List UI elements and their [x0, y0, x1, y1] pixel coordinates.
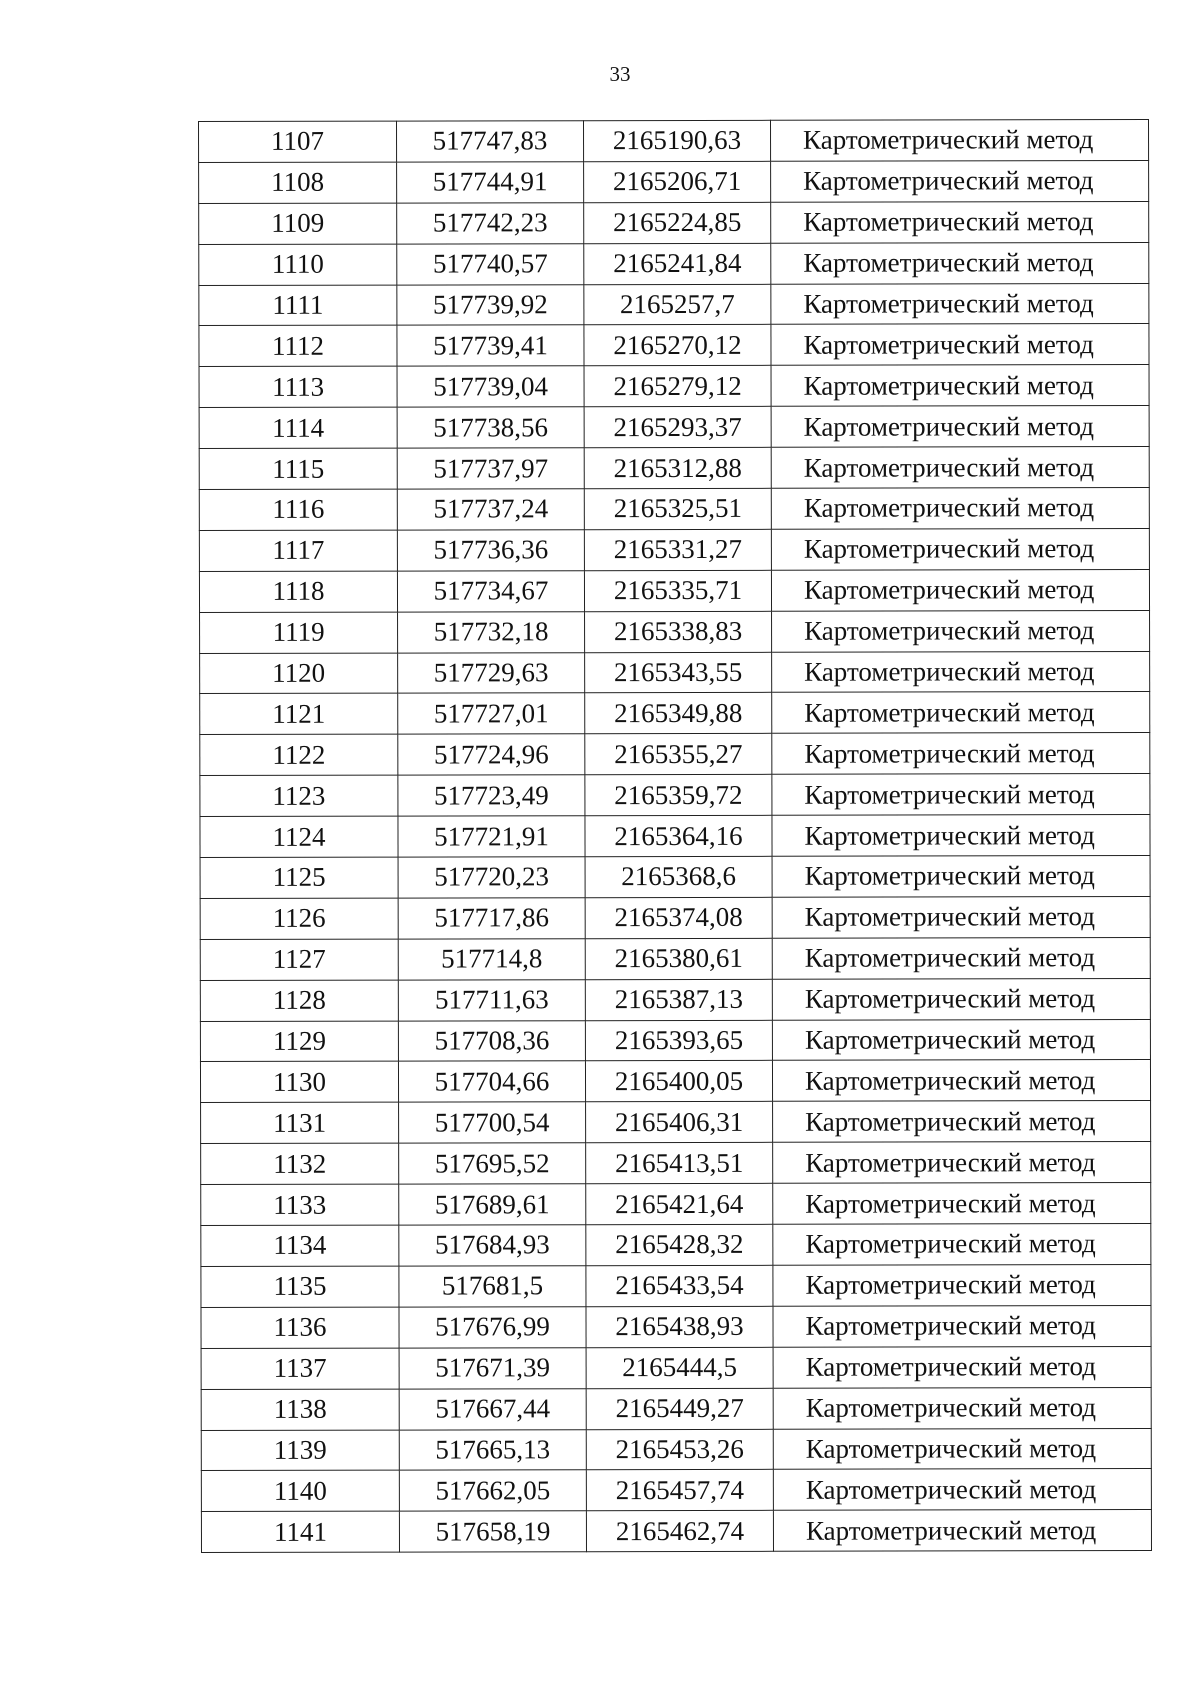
y-coordinate-cell: 2165335,71: [584, 570, 771, 611]
method-cell: Картометрический метод: [771, 488, 1149, 530]
y-coordinate-cell: 2165338,83: [585, 611, 772, 652]
x-coordinate-cell: 517737,24: [397, 489, 584, 530]
x-coordinate-cell: 517723,49: [398, 775, 585, 816]
coordinates-table: [198, 119, 1152, 1553]
point-number-cell: 1111: [199, 285, 397, 326]
y-coordinate-cell: 2165387,13: [585, 979, 772, 1020]
x-coordinate-cell: 517727,01: [398, 693, 585, 734]
point-number-cell: 1115: [199, 448, 397, 489]
point-number-cell: 1122: [200, 734, 398, 775]
y-coordinate-cell: 2165444,5: [586, 1347, 773, 1388]
y-coordinate-cell: 2165270,12: [584, 325, 771, 366]
x-coordinate-cell: 517729,63: [398, 652, 585, 693]
point-number-cell: 1117: [199, 530, 397, 571]
table-row: [201, 1101, 1151, 1144]
point-number-cell: 1136: [201, 1307, 399, 1348]
point-number-cell: 1125: [200, 857, 398, 898]
method-cell: Картометрический метод: [771, 201, 1149, 243]
x-coordinate-cell: 517711,63: [398, 979, 585, 1020]
y-coordinate-cell: 2165462,74: [586, 1511, 773, 1552]
y-coordinate-cell: 2165421,64: [586, 1183, 773, 1224]
y-coordinate-cell: 2165374,08: [585, 897, 772, 938]
x-coordinate-cell: 517734,67: [397, 570, 584, 611]
x-coordinate-cell: 517732,18: [398, 611, 585, 652]
x-coordinate-cell: 517736,36: [397, 530, 584, 571]
x-coordinate-cell: 517658,19: [399, 1511, 586, 1552]
method-cell: Картометрический метод: [773, 1264, 1151, 1306]
y-coordinate-cell: 2165413,51: [586, 1143, 773, 1184]
x-coordinate-cell: 517700,54: [399, 1102, 586, 1143]
y-coordinate-cell: 2165400,05: [585, 1061, 772, 1102]
method-cell: Картометрический метод: [772, 896, 1150, 938]
y-coordinate-cell: 2165325,51: [584, 488, 771, 529]
table-row: [199, 406, 1149, 449]
x-coordinate-cell: 517738,56: [397, 407, 584, 448]
x-coordinate-cell: 517739,92: [397, 284, 584, 325]
table-row: [200, 1060, 1150, 1103]
method-cell: Картометрический метод: [773, 1510, 1151, 1552]
y-coordinate-cell: 2165449,27: [586, 1388, 773, 1429]
point-number-cell: 1124: [200, 816, 398, 857]
table-row: [199, 242, 1149, 285]
point-number-cell: 1113: [199, 366, 397, 407]
method-cell: Картометрический метод: [771, 569, 1149, 611]
method-cell: Картометрический метод: [772, 774, 1150, 816]
table-row: [199, 160, 1149, 203]
table-row: [199, 283, 1149, 326]
x-coordinate-cell: 517667,44: [399, 1388, 586, 1429]
method-cell: Картометрический метод: [772, 733, 1150, 775]
table-row: [201, 1142, 1151, 1185]
method-cell: Картометрический метод: [770, 120, 1148, 162]
table-row: [201, 1469, 1151, 1512]
point-number-cell: 1107: [199, 121, 397, 162]
point-number-cell: 1110: [199, 244, 397, 285]
point-number-cell: 1135: [201, 1266, 399, 1307]
x-coordinate-cell: 517739,41: [397, 325, 584, 366]
y-coordinate-cell: 2165312,88: [584, 447, 771, 488]
point-number-cell: 1108: [199, 162, 397, 203]
method-cell: Картометрический метод: [771, 447, 1149, 489]
method-cell: Картометрический метод: [773, 1346, 1151, 1388]
y-coordinate-cell: 2165428,32: [586, 1224, 773, 1265]
method-cell: Картометрический метод: [773, 1469, 1151, 1511]
method-cell: Картометрический метод: [772, 1019, 1150, 1061]
y-coordinate-cell: 2165368,6: [585, 856, 772, 897]
point-number-cell: 1140: [201, 1470, 399, 1511]
table-row: [200, 978, 1150, 1021]
x-coordinate-cell: 517739,04: [397, 366, 584, 407]
method-cell: Картометрический метод: [773, 1428, 1151, 1470]
x-coordinate-cell: 517737,97: [397, 448, 584, 489]
x-coordinate-cell: 517744,91: [397, 162, 584, 203]
table-row: [201, 1224, 1151, 1267]
y-coordinate-cell: 2165279,12: [584, 366, 771, 407]
table-row: [201, 1387, 1151, 1430]
x-coordinate-cell: 517676,99: [399, 1307, 586, 1348]
y-coordinate-cell: 2165206,71: [584, 161, 771, 202]
x-coordinate-cell: 517704,66: [398, 1061, 585, 1102]
method-cell: Картометрический метод: [772, 610, 1150, 652]
y-coordinate-cell: 2165364,16: [585, 815, 772, 856]
y-coordinate-cell: 2165359,72: [585, 775, 772, 816]
y-coordinate-cell: 2165343,55: [585, 652, 772, 693]
point-number-cell: 1126: [200, 898, 398, 939]
x-coordinate-cell: 517662,05: [399, 1470, 586, 1511]
point-number-cell: 1127: [200, 939, 398, 980]
method-cell: Картометрический метод: [773, 1224, 1151, 1266]
method-cell: Картометрический метод: [772, 692, 1150, 734]
table-row: [200, 610, 1150, 653]
point-number-cell: 1120: [200, 653, 398, 694]
y-coordinate-cell: 2165293,37: [584, 407, 771, 448]
method-cell: Картометрический метод: [773, 1142, 1151, 1184]
point-number-cell: 1134: [201, 1225, 399, 1266]
x-coordinate-cell: 517714,8: [398, 939, 585, 980]
point-number-cell: 1123: [200, 775, 398, 816]
method-cell: Картометрический метод: [772, 651, 1150, 693]
table-row: [201, 1346, 1151, 1389]
x-coordinate-cell: 517747,83: [397, 121, 584, 162]
point-number-cell: 1128: [200, 980, 398, 1021]
y-coordinate-cell: 2165241,84: [584, 243, 771, 284]
table-row: [201, 1264, 1151, 1307]
coordinates-table-body: [199, 120, 1152, 1553]
method-cell: Картометрический метод: [771, 242, 1149, 284]
table-row: [199, 447, 1149, 490]
table-row: [200, 692, 1150, 735]
point-number-cell: 1131: [201, 1102, 399, 1143]
x-coordinate-cell: 517720,23: [398, 857, 585, 898]
coordinates-table-wrapper: [198, 119, 1151, 1553]
point-number-cell: 1116: [199, 489, 397, 530]
point-number-cell: 1121: [200, 694, 398, 735]
table-row: [199, 528, 1149, 571]
point-number-cell: 1119: [200, 612, 398, 653]
table-row: [200, 774, 1150, 817]
table-row: [199, 488, 1149, 531]
y-coordinate-cell: 2165438,93: [586, 1306, 773, 1347]
table-row: [201, 1183, 1151, 1226]
method-cell: Картометрический метод: [773, 1101, 1151, 1143]
method-cell: Картометрический метод: [772, 937, 1150, 979]
method-cell: Картометрический метод: [771, 365, 1149, 407]
table-row: [200, 651, 1150, 694]
method-cell: Картометрический метод: [772, 856, 1150, 898]
table-row: [200, 937, 1150, 980]
x-coordinate-cell: 517689,61: [399, 1184, 586, 1225]
method-cell: Картометрический метод: [771, 160, 1149, 202]
y-coordinate-cell: 2165457,74: [586, 1470, 773, 1511]
x-coordinate-cell: 517671,39: [399, 1347, 586, 1388]
table-row: [200, 733, 1150, 776]
method-cell: Картометрический метод: [773, 1305, 1151, 1347]
page-number: 33: [609, 62, 631, 86]
table-row: [200, 815, 1150, 858]
point-number-cell: 1114: [199, 407, 397, 448]
x-coordinate-cell: 517695,52: [399, 1143, 586, 1184]
table-row: [199, 324, 1149, 367]
x-coordinate-cell: 517724,96: [398, 734, 585, 775]
point-number-cell: 1141: [201, 1511, 399, 1552]
point-number-cell: 1109: [199, 203, 397, 244]
point-number-cell: 1112: [199, 326, 397, 367]
method-cell: Картометрический метод: [772, 1060, 1150, 1102]
method-cell: Картометрический метод: [771, 406, 1149, 448]
x-coordinate-cell: 517717,86: [398, 898, 585, 939]
point-number-cell: 1118: [199, 571, 397, 612]
y-coordinate-cell: 2165224,85: [584, 202, 771, 243]
y-coordinate-cell: 2165355,27: [585, 734, 772, 775]
point-number-cell: 1132: [201, 1143, 399, 1184]
point-number-cell: 1138: [201, 1389, 399, 1430]
point-number-cell: 1137: [201, 1348, 399, 1389]
method-cell: Картометрический метод: [773, 1183, 1151, 1225]
x-coordinate-cell: 517721,91: [398, 816, 585, 857]
x-coordinate-cell: 517681,5: [399, 1266, 586, 1307]
y-coordinate-cell: 2165331,27: [584, 529, 771, 570]
point-number-cell: 1130: [200, 1062, 398, 1103]
table-row: [200, 1019, 1150, 1062]
method-cell: Картометрический метод: [772, 978, 1150, 1020]
y-coordinate-cell: 2165393,65: [585, 1020, 772, 1061]
x-coordinate-cell: 517708,36: [398, 1020, 585, 1061]
y-coordinate-cell: 2165406,31: [586, 1102, 773, 1143]
y-coordinate-cell: 2165257,7: [584, 284, 771, 325]
table-row: [201, 1510, 1151, 1553]
y-coordinate-cell: 2165190,63: [584, 120, 771, 161]
table-row: [199, 569, 1149, 612]
x-coordinate-cell: 517665,13: [399, 1429, 586, 1470]
table-row: [201, 1305, 1151, 1348]
table-row: [199, 120, 1149, 163]
point-number-cell: 1133: [201, 1184, 399, 1225]
y-coordinate-cell: 2165380,61: [585, 938, 772, 979]
table-row: [199, 365, 1149, 408]
method-cell: Картометрический метод: [771, 283, 1149, 325]
y-coordinate-cell: 2165349,88: [585, 693, 772, 734]
x-coordinate-cell: 517740,57: [397, 243, 584, 284]
y-coordinate-cell: 2165433,54: [586, 1265, 773, 1306]
y-coordinate-cell: 2165453,26: [586, 1429, 773, 1470]
table-row: [201, 1428, 1151, 1471]
table-row: [200, 896, 1150, 939]
table-row: [199, 201, 1149, 244]
x-coordinate-cell: 517742,23: [397, 202, 584, 243]
method-cell: Картометрический метод: [773, 1387, 1151, 1429]
point-number-cell: 1129: [200, 1021, 398, 1062]
method-cell: Картометрический метод: [771, 528, 1149, 570]
point-number-cell: 1139: [201, 1430, 399, 1471]
method-cell: Картометрический метод: [771, 324, 1149, 366]
x-coordinate-cell: 517684,93: [399, 1225, 586, 1266]
table-row: [200, 856, 1150, 899]
method-cell: Картометрический метод: [772, 815, 1150, 857]
